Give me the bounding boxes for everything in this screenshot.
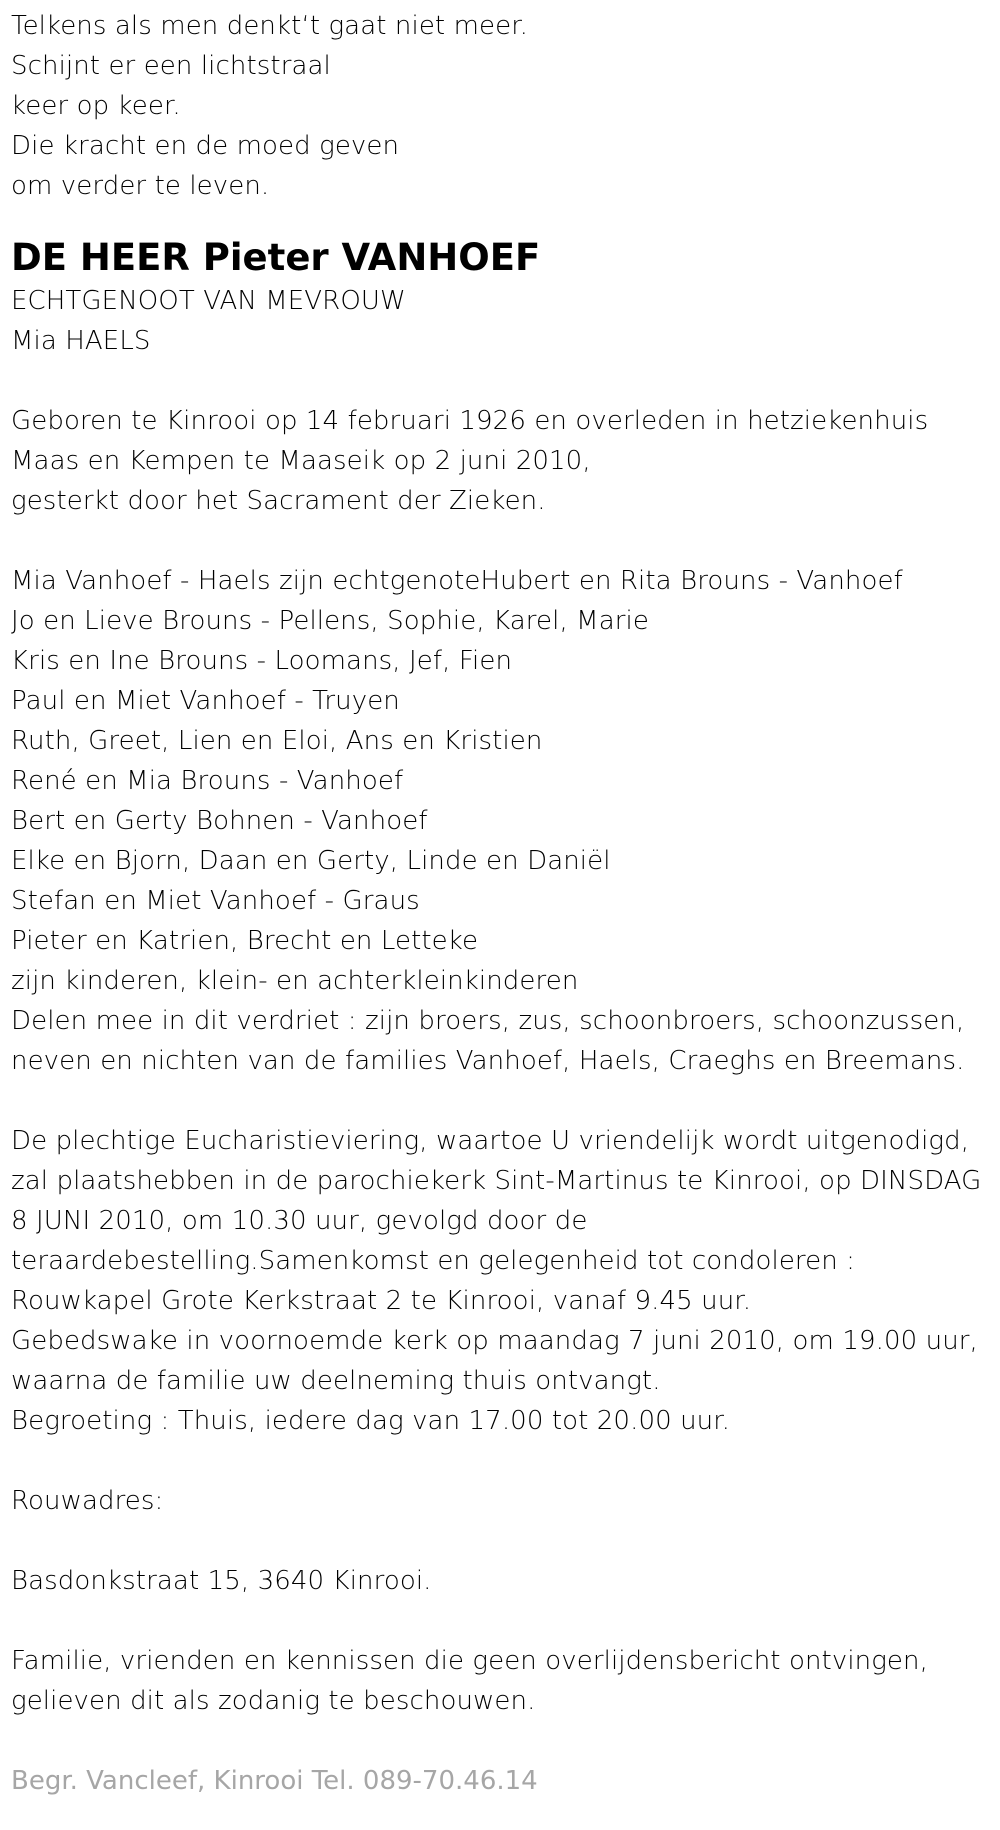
- notice-line: gelieven dit als zodanig te beschouwen.: [11, 1686, 536, 1716]
- family-line: Delen mee in dit verdriet : zijn broers, zus, schoonbroers, schoonzussen,: [11, 1006, 965, 1036]
- ceremony-block: [11, 1121, 1000, 1441]
- poem-line: keer op keer.: [11, 91, 181, 121]
- family-line: Mia Vanhoef - Haels zijn echtgenoteHubert en Rita Brouns - Vanhoef: [11, 566, 903, 596]
- funeral-home-footer: Begr. Vancleef, Kinrooi Tel. 089-70.46.14: [11, 1766, 538, 1796]
- birth-death-line: Maas en Kempen te Maaseik op 2 juni 2010,: [11, 446, 591, 476]
- spacer: [11, 1721, 1000, 1761]
- family-line: Kris en Ine Brouns - Loomans, Jef, Fien: [11, 646, 513, 676]
- birth-death-line: gesterkt door het Sacrament der Zieken.: [11, 486, 546, 516]
- family-line: Pieter en Katrien, Brecht en Letteke: [11, 926, 479, 956]
- family-line: Stefan en Miet Vanhoef - Graus: [11, 886, 420, 916]
- ceremony-line: Gebedswake in voornoemde kerk op maandag 7 juni 2010, om 19.00 uur,: [11, 1326, 978, 1356]
- birth-death-line: Geboren te Kinrooi op 14 februari 1926 en overleden in hetziekenhuis: [11, 406, 929, 436]
- notice-line: Familie, vrienden en kennissen die geen overlijdensbericht ontvingen,: [11, 1646, 928, 1676]
- family-line: Ruth, Greet, Lien en Eloi, Ans en Kristien: [11, 726, 543, 756]
- spacer: [11, 361, 1000, 401]
- spacer: [11, 1081, 1000, 1121]
- family-block: [11, 561, 1000, 1081]
- poem-line: Schijnt er een lichtstraal: [11, 51, 331, 81]
- family-line: zijn kinderen, klein- en achterkleinkinderen: [11, 966, 579, 996]
- family-line: Paul en Miet Vanhoef - Truyen: [11, 686, 400, 716]
- address-label: Rouwadres:: [11, 1486, 164, 1516]
- family-line: René en Mia Brouns - Vanhoef: [11, 766, 404, 796]
- ceremony-line: De plechtige Eucharistieviering, waartoe U vriendelijk wordt uitgenodigd,: [11, 1126, 970, 1156]
- poem: [11, 6, 1000, 206]
- mourning-address: Basdonkstraat 15, 3640 Kinrooi.: [11, 1566, 432, 1596]
- spacer: [11, 521, 1000, 561]
- family-line: neven en nichten van de families Vanhoef, Haels, Craeghs en Breemans.: [11, 1046, 965, 1076]
- spacer: [11, 1601, 1000, 1641]
- family-line: Elke en Bjorn, Daan en Gerty, Linde en Daniël: [11, 846, 611, 876]
- ceremony-line: Rouwkapel Grote Kerkstraat 2 te Kinrooi, vanaf 9.45 uur.: [11, 1286, 752, 1316]
- ceremony-line: waarna de familie uw deelneming thuis ontvangt.: [11, 1366, 661, 1396]
- ceremony-line: 8 JUNI 2010, om 10.30 uur, gevolgd door de: [11, 1206, 588, 1236]
- birth-death-block: [11, 401, 1000, 521]
- spouse-line: ECHTGENOOT VAN MEVROUW: [11, 286, 406, 316]
- poem-line: Telkens als men denkt‘t gaat niet meer.: [11, 11, 528, 41]
- ceremony-line: zal plaatshebben in de parochiekerk Sint-Martinus te Kinrooi, op DINSDAG: [11, 1166, 982, 1196]
- family-line: Jo en Lieve Brouns - Pellens, Sophie, Karel, Marie: [11, 606, 649, 636]
- deceased-name-title: DE HEER Pieter VANHOEF: [11, 236, 541, 279]
- spouse-line: Mia HAELS: [11, 326, 151, 356]
- ceremony-line: teraardebestelling.Samenkomst en gelegenheid tot condoleren :: [11, 1246, 856, 1276]
- spacer: [11, 1441, 1000, 1481]
- poem-line: Die kracht en de moed geven: [11, 131, 400, 161]
- notice-block: [11, 1641, 1000, 1721]
- spouse-block: [11, 281, 1000, 361]
- ceremony-line: Begroeting : Thuis, iedere dag van 17.00 tot 20.00 uur.: [11, 1406, 731, 1436]
- poem-line: om verder te leven.: [11, 171, 270, 201]
- spacer: [11, 1521, 1000, 1561]
- family-line: Bert en Gerty Bohnen - Vanhoef: [11, 806, 428, 836]
